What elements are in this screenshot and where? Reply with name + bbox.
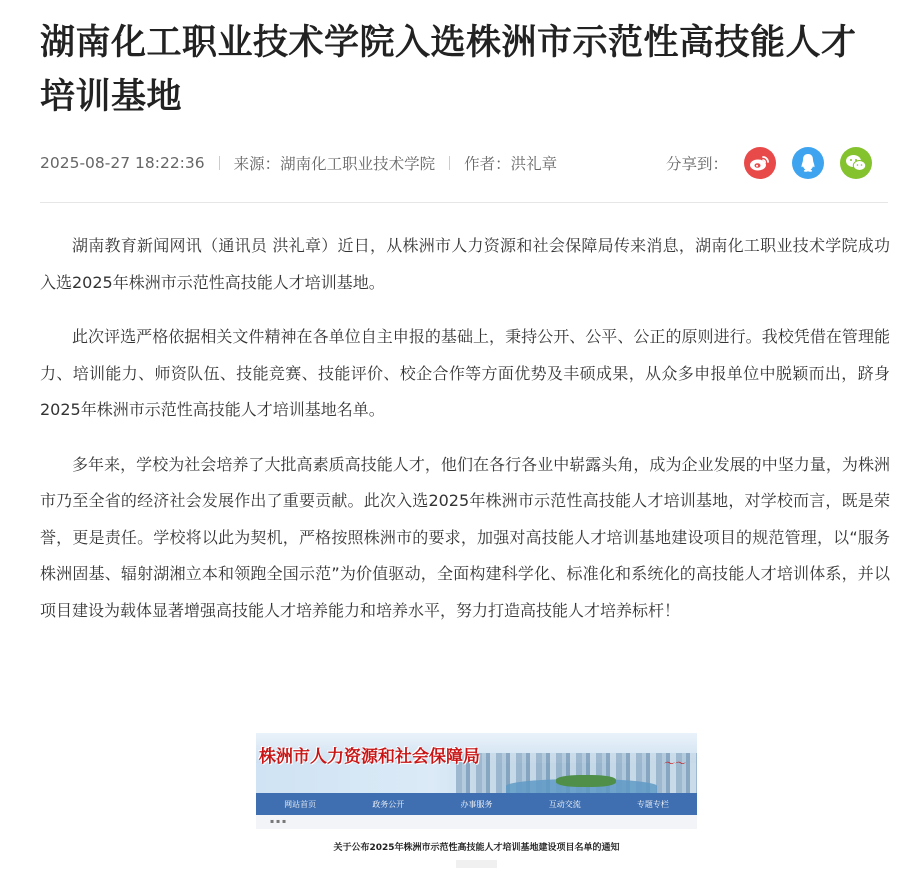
article-title: 湖南化工职业技术学院入选株洲市示范性高技能人才培训基地: [40, 23, 857, 117]
paragraph: 此次评选严格依据相关文件精神在各单位自主申报的基础上，秉持公开、公平、公正的原则进行。我校凭借在管理能力、培训能力、师资队伍、技能竞赛、技能评价、校企合作等方面优势及丰硕成果，从众多申报单位中脱颖而出，跻身2025年株洲市示范性高技能人才培训基地名单。: [40, 327, 890, 419]
share-qq-button[interactable]: [792, 147, 824, 179]
paragraph: 湖南教育新闻网讯（通讯员 洪礼章）近日，从株洲市人力资源和社会保障局传来消息，湖南化工职业技术学院成功入选2025年株洲市示范性高技能人才培训基地。: [40, 236, 890, 292]
publish-datetime: 2025-08-27 18:22:36: [40, 154, 205, 172]
image-nav-bar: [256, 793, 697, 815]
header-divider: [40, 202, 888, 203]
share-bar: [666, 147, 872, 179]
qq-icon: [800, 153, 816, 173]
meta-divider: [219, 156, 220, 170]
article-body: [40, 228, 890, 647]
image-nav-item: 政务公开: [372, 799, 405, 809]
image-nav-item: 互动交流: [548, 799, 581, 809]
image-banner: [256, 733, 697, 793]
article-source: 来源：湖南化工职业技术学院: [233, 155, 436, 173]
image-breadcrumb: ▪ ▪ ▪: [256, 815, 697, 829]
image-calligraphy: 〜〜: [663, 757, 685, 770]
image-org-name: 株洲市人力资源和社会保障局: [259, 747, 480, 767]
image-nav-item: 网站首页: [284, 799, 317, 809]
share-label: 分享到：: [665, 155, 728, 173]
article-author: 作者：洪礼章: [464, 155, 558, 173]
wechat-icon: [845, 154, 867, 172]
weibo-icon: [749, 154, 771, 172]
image-nav-item: 办事服务: [460, 799, 493, 809]
image-notice-date: [256, 861, 697, 867]
image-notice-title: 关于公布2025年株洲市示范性高技能人才培训基地建设项目名单的通知: [333, 843, 620, 853]
article-meta: [40, 140, 888, 186]
image-nav-item: 专题专栏: [636, 799, 669, 809]
article-image: [256, 733, 697, 875]
paragraph: 多年来，学校为社会培养了大批高素质高技能人才，他们在各行各业中崭露头角，成为企业发展的中坚力量，为株洲市乃至全省的经济社会发展作出了重要贡献。此次入选2025年株洲市示范性高技能人才培训基地，对学校而言，既是荣誉，更是责任。学校将以此为契机，严格按照株洲市的要求，加强对高技能人才培训基地建设项目的规范管理，以“服务株洲固基、辐射湖湘立本和领跑全国示范”为价值驱动，全面构建科学化、标准化和系统化的高技能人才培训体系，并以项目建设为载体显著增强高技能人才培养能力和培养水平，努力打造高技能人才培养标杆！: [40, 454, 890, 620]
share-weibo-button[interactable]: [744, 147, 776, 179]
article-header: [40, 0, 888, 186]
meta-divider: [449, 156, 450, 170]
share-wechat-button[interactable]: [840, 147, 872, 179]
